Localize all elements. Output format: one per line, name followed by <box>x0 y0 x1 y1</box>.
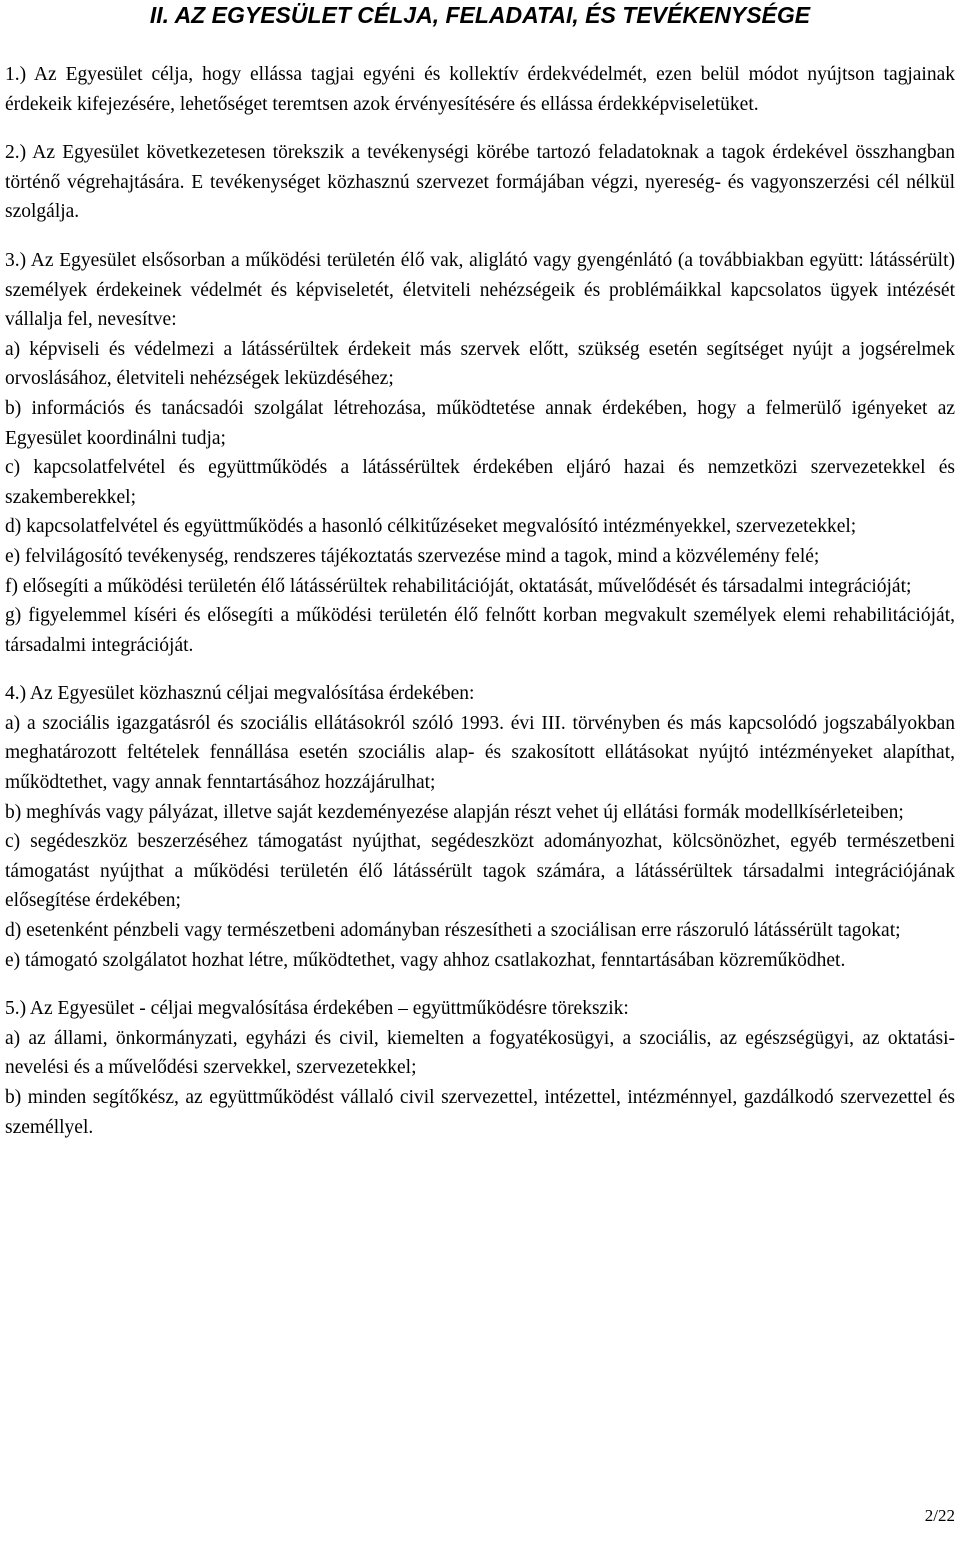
list-item: d) kapcsolatfelvétel és együttműködés a hasonló célkitűzéseket megvalósító intézményekkel, szervezetekkel; <box>5 516 857 538</box>
list-item: b) meghívás vagy pályázat, illetve saját kezdeményezése alapján részt vehet új ellátási formák modellkísérleteiben; <box>5 801 904 823</box>
section-5 <box>5 994 955 1142</box>
paragraph: 1.) Az Egyesület célja, hogy ellássa tagjai egyéni és kollektív érdekvédelmét, ezen belül módot nyújtson tagjainak érdekeik kifejezésére, lehetőséget teremtsen azok érvényesítésére és ellássa érdekképviseletüket. <box>5 64 955 115</box>
document-body <box>5 60 955 1161</box>
section-heading: II. AZ EGYESÜLET CÉLJA, FELADATAI, ÉS TEVÉKENYSÉGE <box>149 2 811 28</box>
paragraph: 2.) Az Egyesület következetesen törekszik a tevékenységi körébe tartozó feladatoknak a tagok érdekével összhangban történő végrehajtására. E tevékenységet közhasznú szervezet formájában végzi, nyereség- és vagyonszerzési cél nélkül szolgálja. <box>5 142 955 223</box>
list-item: b) információs és tanácsadói szolgálat létrehozása, működtetése annak érdekében, hogy a felmerülő igényeket az Egyesület koordinálni tudja; <box>5 397 955 449</box>
list-item: a) a szociális igazgatásról és szociális ellátásokról szóló 1993. évi III. törvényben és más kapcsolódó jogszabályokban meghatározott feltételek fennállása esetén szociális alap- és szakosított ellátásokat nyújtó intézményeket alapíthat, működtethet, vagy annak fenntartásához hozzájárulhat; <box>5 712 955 794</box>
paragraph: 4.) Az Egyesület közhasznú céljai megvalósítása érdekében: <box>5 683 475 705</box>
section-2 <box>5 138 955 227</box>
list-item: b) minden segítőkész, az együttműködést vállaló civil szervezettel, intézettel, intézménnyel, gazdálkodó szervezettel és személlyel. <box>5 1087 955 1138</box>
list-item: c) kapcsolatfelvétel és együttműködés a látássérültek érdekében eljáró hazai és nemzetközi szervezetekkel és szakemberekkel; <box>5 457 955 508</box>
paragraph: 5.) Az Egyesület - céljai megvalósítása érdekében – együttműködésre törekszik: <box>5 998 629 1020</box>
page-number: 2/22 <box>924 1506 955 1525</box>
list-item: g) figyelemmel kíséri és elősegíti a működési területén élő felnőtt korban megvakult személyek elemi rehabilitációját, társadalmi integrációját. <box>5 605 955 656</box>
section-3 <box>5 246 955 660</box>
paragraph: 3.) Az Egyesület elsősorban a működési területén élő vak, aliglátó vagy gyengénlátó (a továbbiakban együtt: látássérült) személyek érdekeinek védelmét és képviseletét, életviteli nehézségeik és problémáikkal kapcsolatos ügyek intézését vállalja fel, nevesítve: <box>5 249 955 331</box>
list-item: c) segédeszköz beszerzéséhez támogatást nyújthat, segédeszközt adományozhat, kölcsönözhet, egyéb természetbeni támogatást nyújthat a működési területén élő látássérült tagok számára, a látássérültek társadalmi integrációjának elősegítése érdekében; <box>5 831 955 912</box>
list-item: a) az állami, önkormányzati, egyházi és civil, kiemelten a fogyatékosügyi, a szociális, az egészségügyi, az oktatási-nevelési és a művelődési szervekkel, szervezetekkel; <box>5 1027 955 1079</box>
list-item: d) esetenként pénzbeli vagy természetbeni adományban részesítheti a szociálisan erre rászoruló látássérült tagokat; <box>5 920 901 942</box>
list-item: e) felvilágosító tevékenység, rendszeres tájékoztatás szervezése mind a tagok, mind a közvélemény felé; <box>5 545 820 567</box>
section-1 <box>5 60 955 119</box>
list-item: e) támogató szolgálatot hozhat létre, működtethet, vagy ahhoz csatlakozhat, fenntartásában közreműködhet. <box>5 949 846 971</box>
section-4 <box>5 679 955 975</box>
list-item: f) elősegíti a működési területén élő látássérültek rehabilitációját, oktatását, művelődését és társadalmi integrációját; <box>5 575 912 597</box>
list-item: a) képviseli és védelmezi a látássérültek érdekeit más szervek előtt, szükség esetén segítséget nyújt a jogsérelmek orvoslásához, életviteli nehézségek leküzdéséhez; <box>5 338 955 390</box>
